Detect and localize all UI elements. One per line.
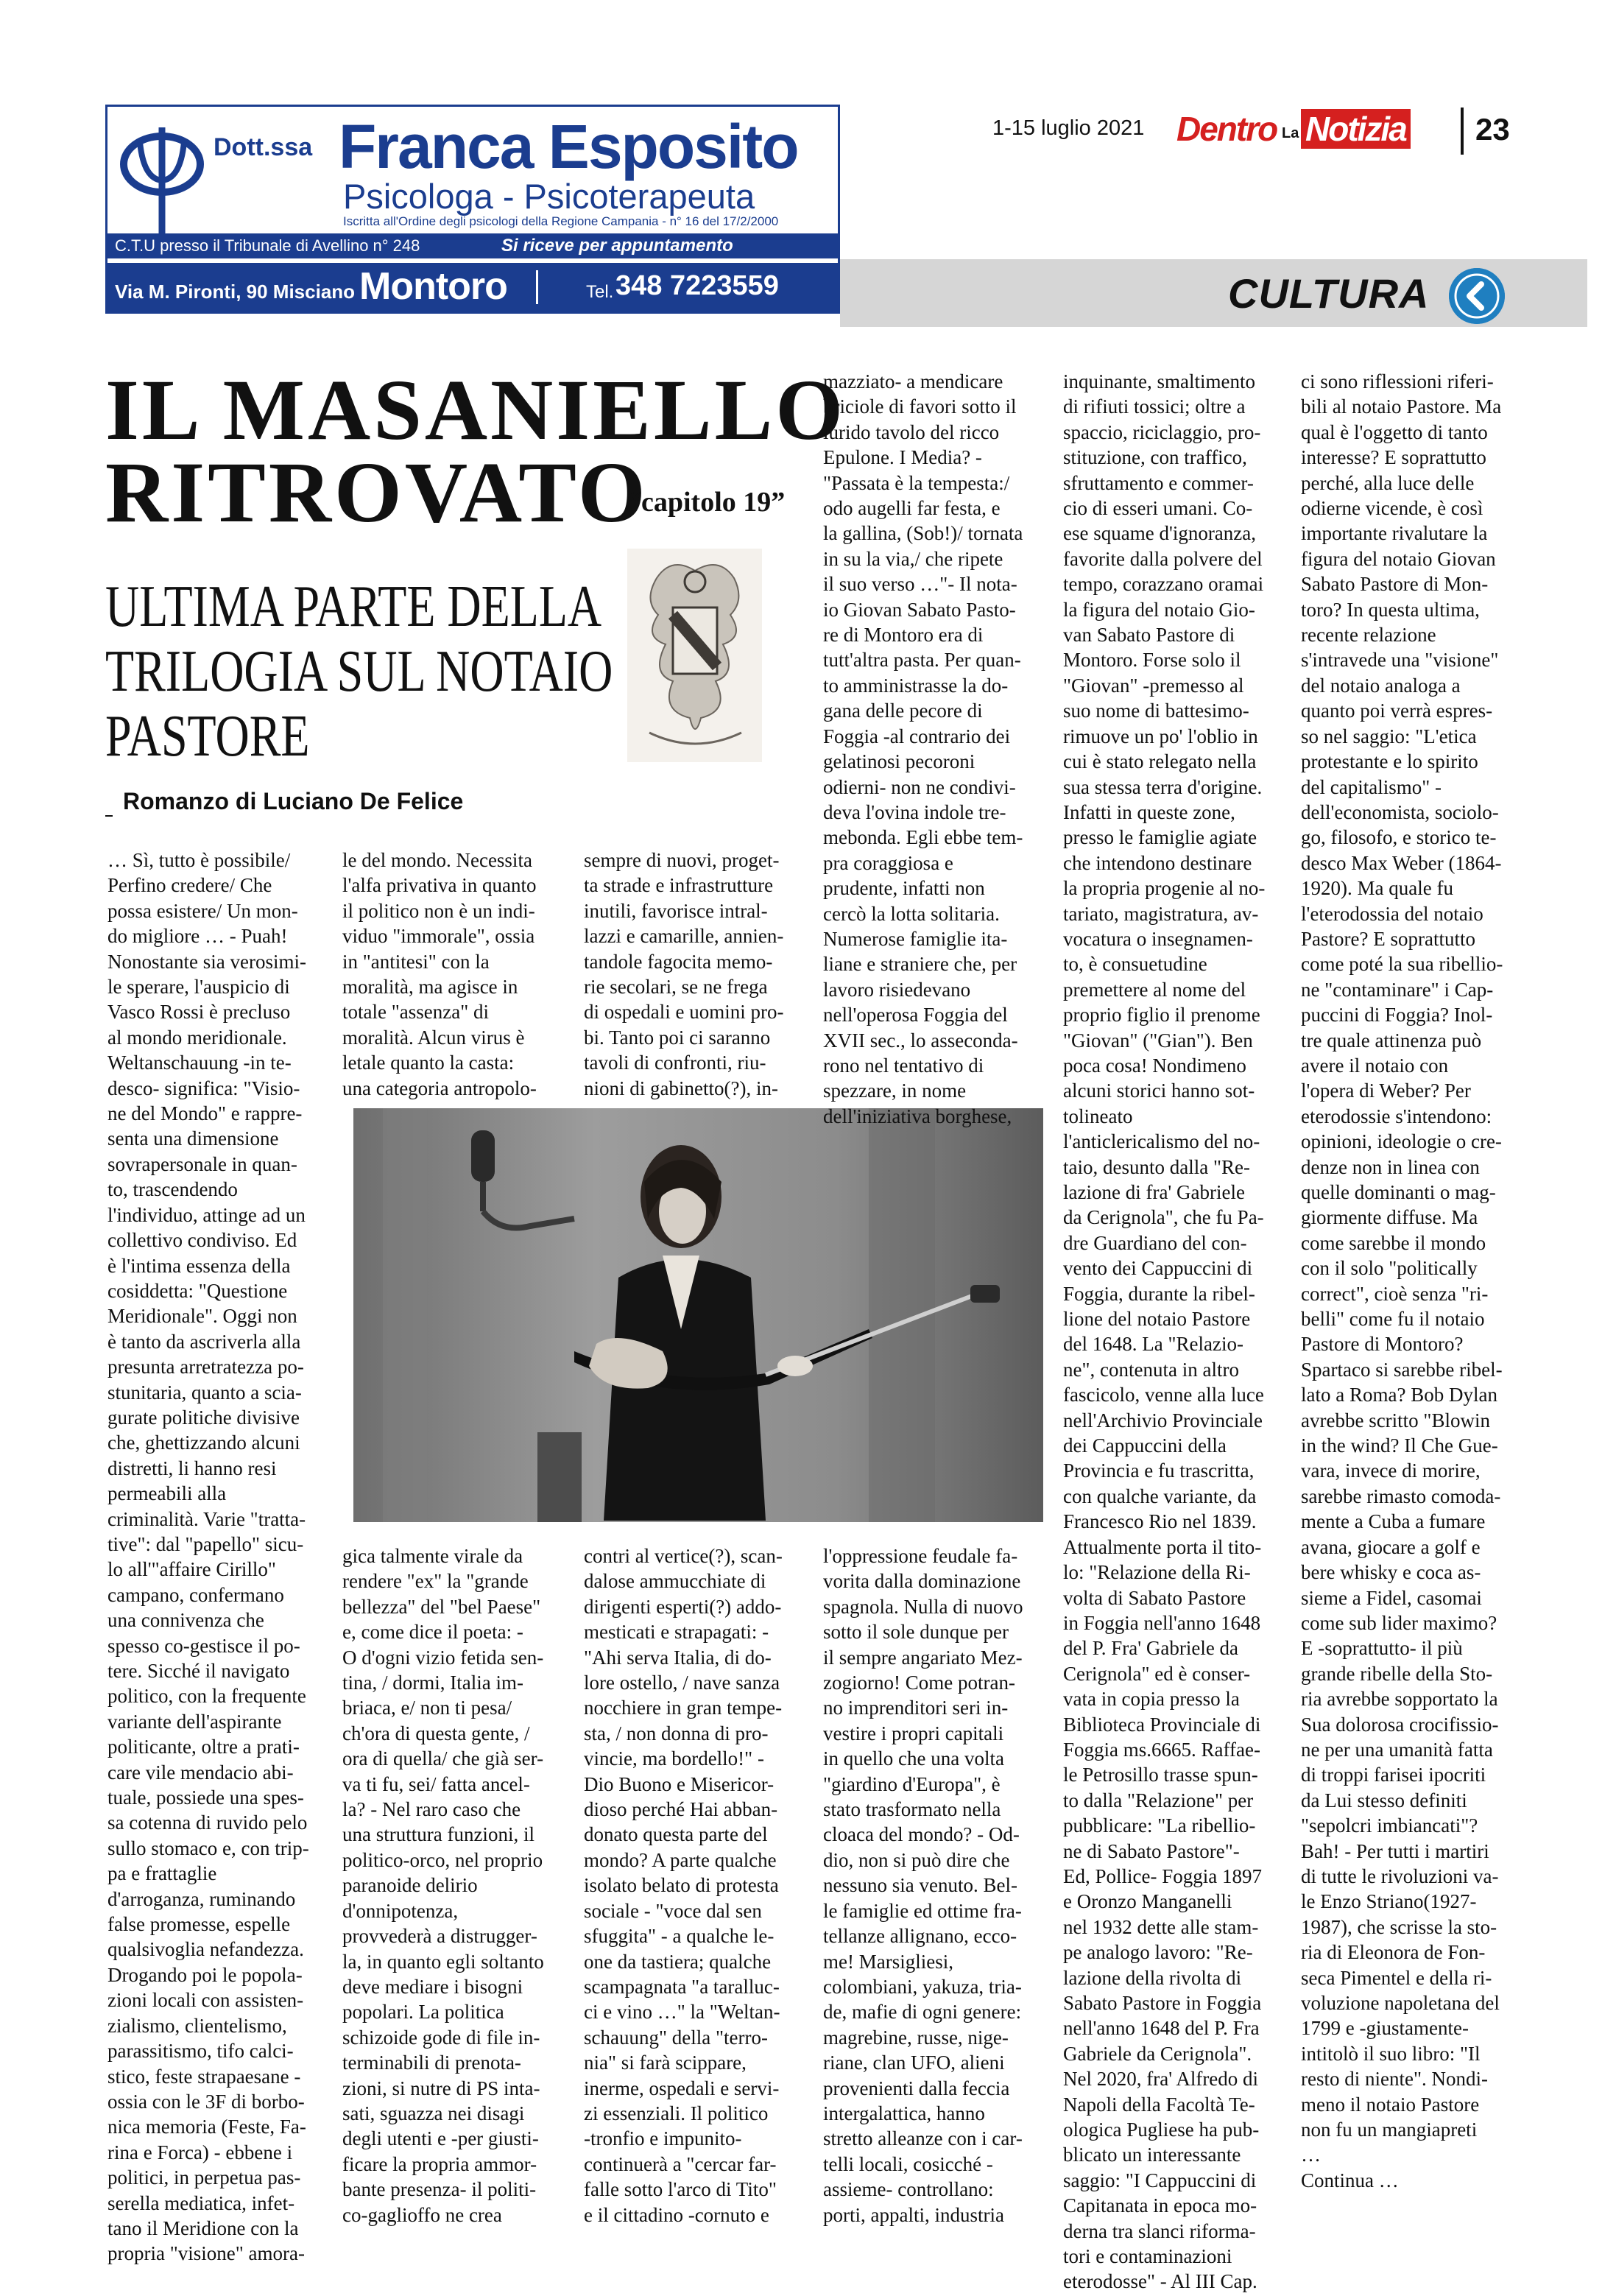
- chapter-label: “capitolo 19”: [627, 487, 786, 518]
- brand-notizia: Notizia: [1301, 109, 1411, 149]
- article-subtitle: ULTIMA PARTE DELLA TRILOGIA SUL NOTAIO PASTORE: [105, 574, 613, 769]
- ad-divider: [536, 270, 538, 304]
- byline: [105, 788, 463, 817]
- ad-name: Franca Esposito: [339, 112, 798, 181]
- ad-registration: Iscritta all'Ordine degli psicologi della Regione Campania - n° 16 del 17/2/2000: [343, 214, 779, 228]
- musician-photo: [353, 1108, 1043, 1522]
- ad-tel-label: Tel.: [586, 282, 614, 302]
- ad-address: Via M. Pironti, 90 Misciano: [115, 281, 356, 303]
- ad-ctu: C.T.U presso il Tribunale di Avellino n° 248: [115, 236, 420, 255]
- article-column-2-top: le del mondo. Necessita l'alfa privativa in quanto il politico non è un indi- viduo "immorale", ossia in "antitesi" con la moralità, ma agisce in totale "assenza" di moralità. Alcun virus è letale quanto la casta: una categoria antropolo-: [342, 849, 537, 1099]
- ad-profession: Psicologa - Psicoterapeuta: [343, 177, 755, 216]
- brand-la: La: [1282, 125, 1299, 141]
- article-column-3-bottom: contri al vertice(?), scan- dalose ammucchiate di dirigenti esperti(?) addo- mesticati e strapagati: - "Ahi serva Italia, di do- lore ostello, / nave sanza nocchiere in gran tempe- sta, / non donna di pro- vincie, ma bordello!" - Dio Buono e Misericor- dioso perché Hai abban- donato questa parte del mondo? A parte qualche isolato belato di protesta sociale - "voce dal sen sfuggita" - a qualche le- one da tastiera; qualche scampagnata "a taralluc- ci e vino …" la "Weltan- schauung" della "terro- nia" si farà scippare, inerme, ospedali e servi- zi essenziali. Il politico -tronfio e impunito- continuerà a "cercar far- falle sotto l'arco di Tito" e il cittadino -cornuto e: [584, 1545, 783, 2226]
- article-column-3-top: sempre di nuovi, proget- ta strade e infrastrutture inutili, favorisce intral- lazzi e camarille, annien- tandole fagocita memo- rie secolari, se ne frega di ospedali e uomini pro- bi. Tanto poi ci saranno tavoli di confronti, riu- nioni di gabinetto(?), in-: [584, 849, 784, 1099]
- ad-info-bar: [107, 233, 838, 258]
- ad-town: Montoro: [359, 265, 507, 308]
- brand-dentro: Dentro: [1176, 110, 1277, 148]
- issue-date: 1-15 luglio 2021: [992, 116, 1145, 140]
- psychologist-ad: [105, 105, 840, 314]
- article-column-6: ci sono riflessioni riferi- bili al notaio Pastore. Ma qual è l'oggetto di tanto interesse? E soprattutto perché, alla luce delle odierne vicende, è così importante rivalutare la figura del notaio Giovan Sabato Pastore di Mon- toro? In questa ultima, recente relazione s'intravede una "visione" del notaio analoga a quanto poi verrà espres- so nel saggio: "L'etica protestante e lo spirito del capitalismo" - dell'economista, sociolo- go, filosofo, e storico te- desco Max Weber (1864- 1920). Ma quale fu l'eterodossia del notaio Pastore? E soprattutto come poté la sua ribellio- ne "contaminare" i Cap- puccini di Foggia? Inol- tre quale attinenza può avere il notaio con l'opera di Weber? Per eterodossie s'intendono: opinioni, ideologie o cre- denze non in linea con quelle dominanti o mag- giormente diffuse. Ma come sarebbe il mondo con il solo "politically correct", cioè senza "ri- belli" come fu il notaio Pastore di Montoro? Spartaco si sarebbe ribel- lato a Roma? Bob Dylan avrebbe scritto "Blowin in the wind? Il Che Gue- vara, invece di morire, sarebbe rimasto comoda- mente a Cuba a fumare avana, giocare a golf e bere whisky e coca as- sieme a Fidel, casomai come sub lider maximo? E -soprattutto- il più grande ribelle della Sto- ria avrebbe sopportato la Sua dolorosa crocifissio- ne per una umanità fatta di troppi farisei ipocriti da Lui stesso definiti "sepolcri imbiancati"? Bah! - Per tutti i martiri di tutte le rivoluzioni va- le Enzo Striano(1927- 1987), che scrisse la sto- ria di Eleonora de Fon- seca Pimentel e della ri- voluzione napoletana del 1799 e -giustamente- intitolò il suo libro: "Il resto di niente". Nondi- meno il notaio Pastore non fu un mangiapreti … Continua …: [1301, 370, 1503, 2191]
- masthead-divider: [1461, 108, 1464, 155]
- ad-appointment: Si riceve per appuntamento: [501, 236, 733, 256]
- article-column-4-top: mazziato- a mendicare briciole di favori sotto il lurido tavolo del ricco Epulone. I Media? - "Passata è la tempesta:/ odo augelli far festa, e la gallina, (Sob!)/ tornata in su la via,/ che ripete il suo verso …"- Il nota- io Giovan Sabato Pasto- re di Montoro era di tutt'altra pasta. Per quan- to amministrasse la do- gana delle pecore di Foggia -al contrario dei gelatinosi pecoroni odierni- non ne condivi- deva l'ovina indole tre- mebonda. Egli ebbe tem- pra coraggiosa e prudente, infatti non cercò la lotta solitaria. Numerose famiglie ita- liane e straniere che, per lavoro risiedevano nell'operosa Foggia del XVII sec., lo asseconda- rono nel tentativo di spezzare, in nome dell'iniziativa borghese,: [823, 370, 1023, 1127]
- article-column-4-bottom: l'oppressione feudale fa- vorita dalla dominazione spagnola. Nulla di nuovo sotto il sole dunque per il sempre angariato Mez- zogiorno! Come potran- no imprenditori seri in- vestire i propri capitali in quello che una volta "giardino d'Europa", è stato trasformato nella cloaca del mondo? - Od- dio, non si può dire che nessuno sia venuto. Bel- le famiglie ed ottime fra- tellanze allignano, ecco- me! Marsigliesi, colombiani, yakuza, tria- de, mafie di ogni genere: magrebine, russe, nige- riane, clan UFO, alieni provenienti dalla feccia intergalattica, hanno stretto alleanze con i car- telli locali, cosicché - assieme- controllano: porti, appalti, industria: [823, 1545, 1023, 2226]
- psi-logo-icon: [118, 120, 206, 238]
- coat-of-arms-engraving: [627, 549, 762, 762]
- ad-contact-bar: [107, 263, 838, 311]
- ad-prefix: Dott.ssa: [214, 133, 313, 161]
- article-column-2-bottom: gica talmente virale da rendere "ex" la "grande bellezza" del "bel Paese" e, come dice il poeta: - O d'ogni vizio fetida sen- tina, / dormi, Italia im- briaca, e/ non ti pesa/ ch'ora di questa gente, / ora di quella/ che già ser- va ti fu, sei/ fatta ancel- la? - Nel raro caso che una struttura funzioni, il politico-orco, nel proprio paranoide delirio d'onnipotenza, provvederà a distrugger- la, in quanto egli soltanto deve mediare i bisogni popolari. La politica schizoide gode di file in- terminabili di prenota- zioni, si nutre di PS inta- sati, sguazza nei disagi degli utenti e -per giusti- ficare la propria ammor- bante presenza- il politi- co-gaglioffo ne crea: [342, 1545, 544, 2226]
- page-number: 23: [1475, 112, 1510, 147]
- article-column-5: inquinante, smaltimento di rifiuti tossici; oltre a spaccio, riciclaggio, pro- stituzione, con traffico, sfruttamento e commer- cio di esseri umani. Co- ese squame d'ignoranza, favorite dalla polvere del tempo, corazzano oramai la figura del notaio Gio- van Sabato Pastore di Montoro. Forse solo il "Giovan" -premesso al suo nome di battesimo- rimuove un po' l'oblio in cui è stato relegato nella sua stessa terra d'origine. Infatti in queste zone, presso le famiglie agiate che intendono destinare la propria progenie al no- tariato, magistratura, av- vocatura o insegnamen- to, è consuetudine premettere al nome del proprio figlio il prenome "Giovan" ("Gian"). Ben poca cosa! Nondimeno alcuni storici hanno sot- tolineato l'anticlericalismo del no- taio, desunto dalla "Re- lazione di fra' Gabriele da Cerignola", che fu Pa- dre Guardiano del con- vento dei Cappuccini di Foggia, durante la ribel- lione del notaio Pastore del 1648. La "Relazio- ne", contenuta in altro fascicolo, venne alla luce nell'Archivio Provinciale dei Cappuccini della Provincia e fu trascritta, con qualche variante, da Francesco Rio nel 1839. Attualmente porta il tito- lo: "Relazione della Ri- volta di Sabato Pastore in Foggia nell'anno 1648 del P. Fra' Gabriele da Cerignola" ed è conser- vata in copia presso la Biblioteca Provinciale di Foggia ms.6665. Raffae- le Petrosillo trasse spun- to dalla "Relazione" per pubblicare: "La ribellio- ne di Sabato Pastore"- Ed, Pollice- Foggia 1897 e Oronzo Manganelli nel 1932 dette alle stam- pe analogo lavoro: "Re- lazione della rivolta di Sabato Pastore in Foggia nell'anno 1648 del P. Fra Gabriele da Cerignola". Nel 2020, fra' Alfredo di Napoli della Facoltà Te- ologica Pugliese ha pub- blicato un interessante saggio: "I Cappuccini di Capitanata in epoca mo- derna tra slanci riforma- tori e contaminazioni eterodosse" - Al III Cap.: [1063, 370, 1266, 2293]
- article-column-1: … Sì, tutto è possibile/ Perfino credere/ Che possa esistere/ Un mon- do migliore … - Puah! Nonostante sia verosimi- le sperare, l'auspicio di Vasco Rossi è precluso al mondo meridionale. Weltanschauung -in te- desco- significa: "Visio- ne del Mondo" e rappre- senta una dimensione sovrapersonale in quan- to, trascendendo l'individuo, attinge ad un collettivo condiviso. Ed è l'intima essenza della cosiddetta: "Questione Meridionale". Oggi non è tanto da ascriverla alla presunta arretratezza po- stunitaria, quanto a scia- gurate politiche divisive che, ghettizzando alcuni distretti, li hanno resi permeabili alla criminalità. Varie "tratta- tive": dal "papello" sicu- lo all'"affaire Cirillo" campano, confermano una connivenza che spesso co-gestisce il po- tere. Sicché il navigato politico, con la frequente variante dell'aspirante politicante, oltre a prati- care vile mendacio abi- tuale, possiede una spes- sa cotenna di ruvido pelo sullo stomaco e, con trip- pa e frattaglie d'arroganza, ruminando false promesse, espelle qualsivoglia nefandezza. Drogando poi le popola- zioni locali con assisten- zialismo, clientelismo, parassitismo, tifo calci- stico, feste strapaesane - ossia con le 3F di borbo- nica memoria (Feste, Fa- rina e Forca) - ebbene i politici, in perpetua pas- serella mediatica, infet- tano il Meridione con la propria "visione" amora-: [107, 849, 309, 2265]
- section-title: CULTURA: [1228, 270, 1430, 317]
- ad-phone: 348 7223559: [615, 270, 779, 301]
- article-title-line-2: RITROVATO: [105, 444, 649, 540]
- byline-text: Romanzo di Luciano De Felice: [123, 788, 464, 814]
- back-arrow-icon[interactable]: [1449, 268, 1505, 324]
- article-title-line-1: IL MASANIELLO: [105, 362, 847, 458]
- byline-rule: [105, 815, 113, 817]
